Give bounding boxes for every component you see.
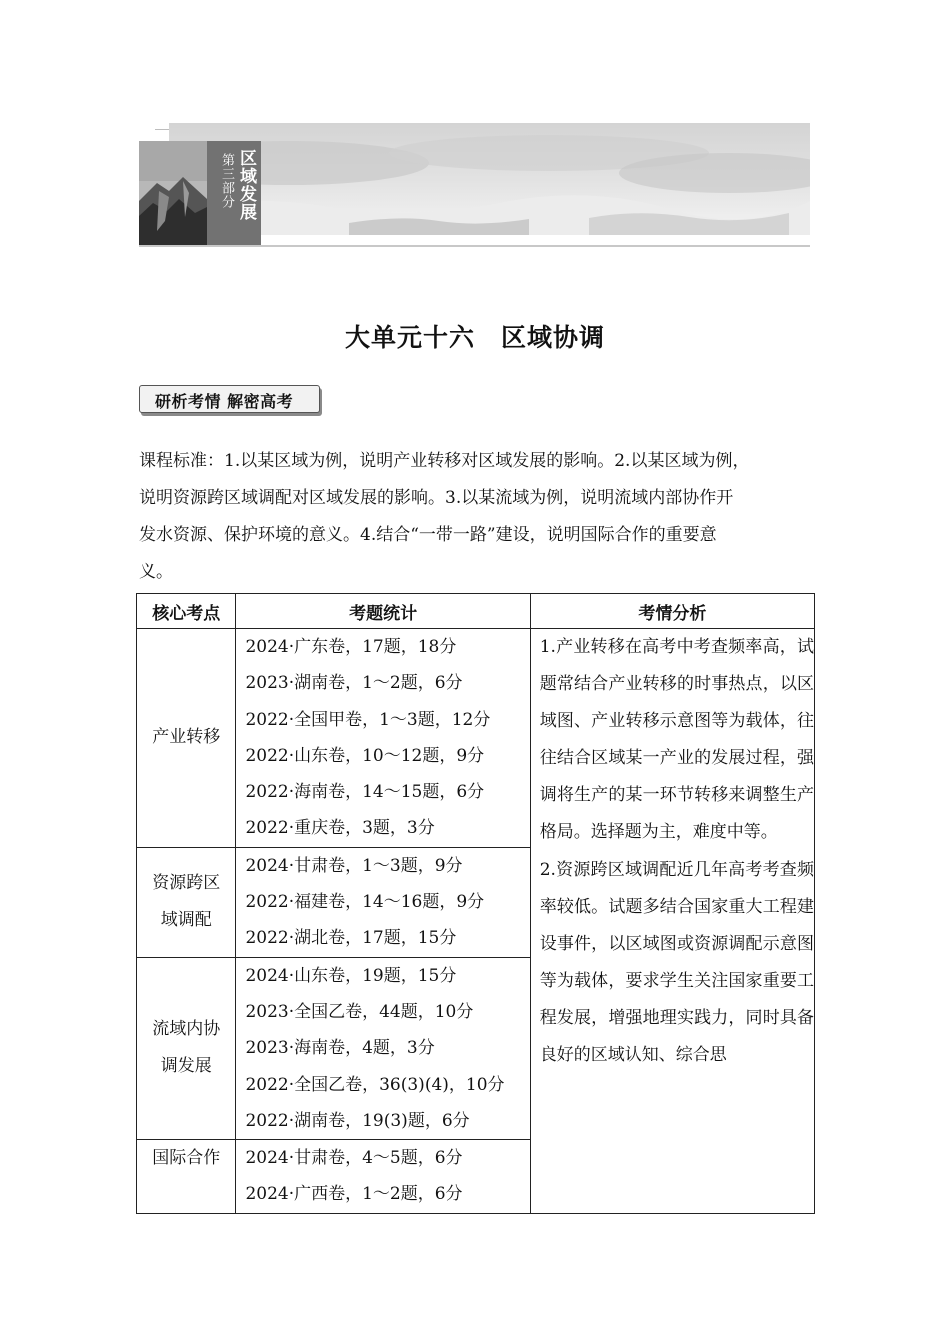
cloud-sea-illustration [169, 123, 810, 235]
stat-item: 2024·广西卷，1～2题，6分 [245, 1184, 463, 1205]
stat-item: 2022·海南卷，14～15题，6分 [245, 782, 485, 803]
banner-bottom-rule [139, 245, 810, 247]
header-core-topic: 核心考点 [137, 594, 236, 629]
stats-cell [236, 1140, 530, 1214]
header-exam-stats: 考题统计 [236, 594, 530, 629]
topic-cell: 国际合作 [137, 1140, 236, 1214]
stat-item: 2023·全国乙卷，44题，10分 [245, 1001, 474, 1022]
stat-item: 2022·重庆卷，3题，3分 [245, 818, 435, 839]
stat-item: 2022·福建卷，14～16题，9分 [245, 892, 485, 913]
analysis-cell [530, 629, 814, 1214]
topic-line: 资源跨区 [152, 873, 221, 894]
stat-item: 2023·海南卷，4题，3分 [245, 1038, 435, 1059]
stat-item: 2022·全国乙卷，36(3)(4)，10分 [245, 1074, 505, 1095]
stats-cell [236, 957, 530, 1139]
stat-item: 2022·山东卷，10～12题，9分 [245, 745, 485, 766]
part-label: 第三部分 [219, 153, 234, 209]
mountain-photo [139, 141, 207, 246]
curriculum-standard [139, 443, 819, 591]
topic-cell [137, 847, 236, 957]
topic-line: 域调配 [160, 910, 212, 931]
stat-item: 2022·全国甲卷，1～3题，12分 [245, 709, 491, 730]
standard-line: 义。 [139, 562, 173, 582]
part-banner [139, 123, 810, 247]
stat-item: 2024·甘肃卷，4～5题，6分 [245, 1148, 463, 1169]
stat-item: 2024·广东卷，17题，18分 [245, 637, 457, 657]
topic-cell [137, 957, 236, 1139]
stats-cell [236, 629, 530, 848]
analysis-paragraph: 1.产业转移在高考中考查频率高，试题常结合产业转移的时事热点，以区域图、产业转移示意图等为载体，往往结合区域某一产业的发展过程，强调将生产的某一环节转移来调整生产格局。选择题为主，难度中等。 [539, 637, 814, 843]
section-tag [139, 385, 320, 413]
stat-item: 2022·湖北卷，17题，15分 [245, 928, 457, 949]
analysis-paragraph: 2.资源跨区域调配近几年高考考查频率较低。试题多结合国家重大工程建设事件，以区域图或资源调配示意图等为载体，要求学生关注国家重要工程发展，增强地理实践力，同时具备良好的区域认知、综合思 [539, 859, 814, 1066]
section-tag-label: 研析考情 解密高考 [155, 392, 294, 411]
part-name: 区域发展 [236, 149, 256, 221]
header-analysis: 考情分析 [530, 594, 814, 629]
exam-analysis-table [136, 593, 815, 1214]
mountain-illustration [139, 141, 207, 246]
topic-cell: 产业转移 [137, 629, 236, 848]
stat-item: 2024·山东卷，19题，15分 [245, 965, 457, 986]
part-badge [207, 141, 261, 246]
standard-line: 说明资源跨区域调配对区域发展的影响。3.以某流域为例，说明流域内部协作开 [139, 488, 734, 508]
stat-item: 2022·湖南卷，19(3)题，6分 [245, 1110, 470, 1131]
banner-cloud-image [169, 123, 810, 235]
page-title: 大单元十六 区域协调 [344, 323, 605, 352]
topic-line: 调发展 [160, 1056, 212, 1077]
table-row [137, 629, 815, 848]
stat-item: 2024·甘肃卷，1～3题，9分 [245, 855, 463, 876]
standard-line: 发水资源、保护环境的意义。4.结合“一带一路”建设，说明国际合作的重要意 [139, 525, 717, 545]
standard-line: 课程标准：1.以某区域为例，说明产业转移对区域发展的影响。2.以某区域为例， [139, 451, 750, 471]
topic-line: 流域内协 [152, 1019, 221, 1040]
stats-cell [236, 847, 530, 957]
stat-item: 2023·湖南卷，1～2题，6分 [245, 673, 463, 694]
table-header-row [137, 594, 815, 629]
